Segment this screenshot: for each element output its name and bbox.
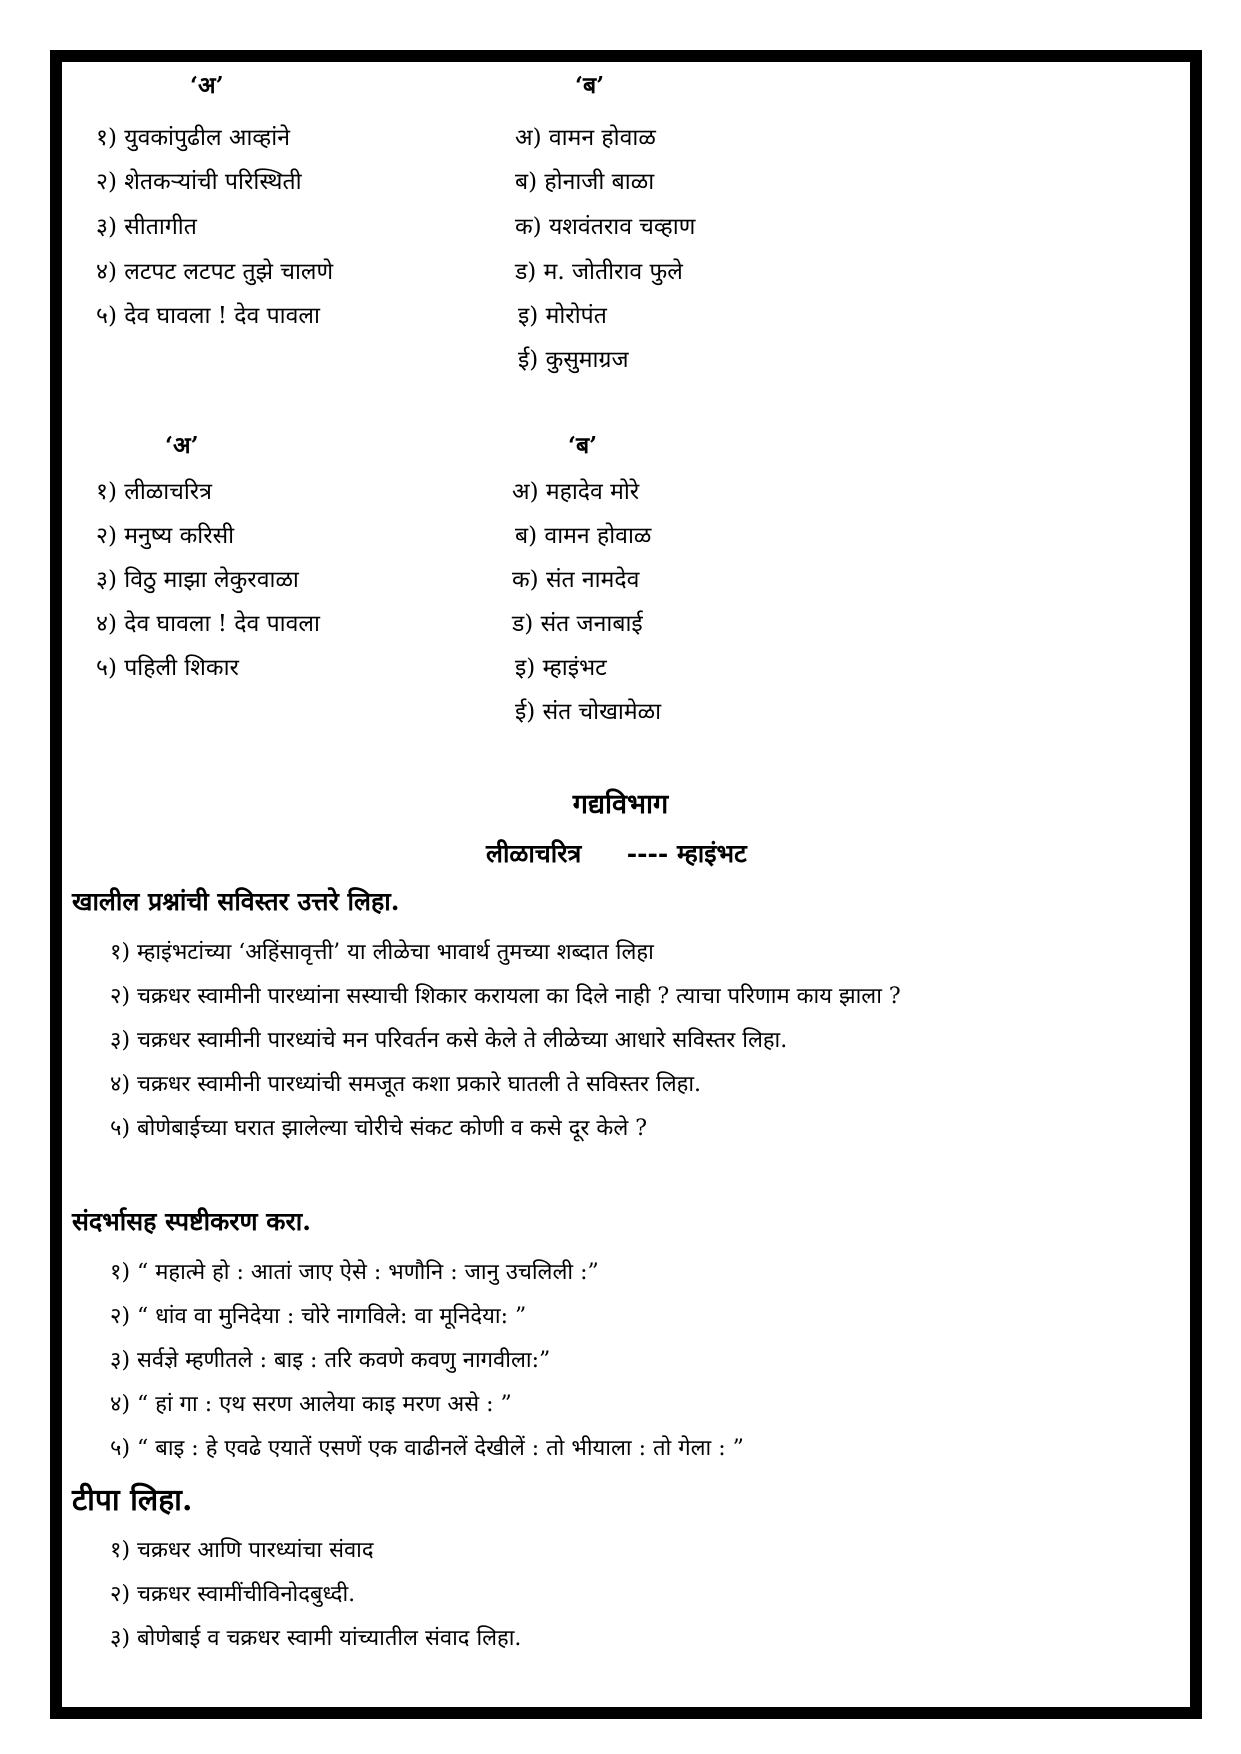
q3-item-2: २) चक्रधर स्वामींचीविनोदबुध्दी.: [110, 1582, 356, 1607]
q2-heading: संदर्भासह स्पष्टीकरण करा.: [72, 1207, 311, 1236]
match2-a-item-3: ३) विठु माझा लेकुरवाळा: [96, 567, 299, 593]
q1-item-3: ३) चक्रधर स्वामीनी पारध्यांचे मन परिवर्तन कसे केले ते लीळेच्या आधारे सविस्तर लिहा.: [110, 1028, 788, 1053]
match1-a-item-3: ३) सीतागीत: [96, 214, 197, 240]
q1-item-2: २) चक्रधर स्वामीनी पारध्यांना सस्याची शिकार करायला का दिले नाही ? त्याचा परिणाम काय झाला ?: [110, 984, 901, 1009]
q2-item-3: ३) सर्वज्ञे म्हणीतले : बाइ : तरि कवणे कवणु नागवीला:”: [110, 1348, 551, 1373]
match1-b-item-2: ब) होनाजी बाळा: [515, 169, 655, 195]
match1-col-b-header: ‘ब’: [575, 72, 605, 99]
section-title: गद्यविभाग: [572, 789, 669, 820]
match2-b-item-5: इ) म्हाइंभट: [515, 655, 607, 681]
match2-a-item-4: ४) देव घावला ! देव पावला: [96, 611, 320, 637]
match1-a-item-4: ४) लटपट लटपट तुझे चालणे: [96, 259, 334, 285]
q3-item-1: १) चक्रधर आणि पारध्यांचा संवाद: [110, 1538, 374, 1563]
match2-col-b-header: ‘ब’: [568, 432, 598, 459]
match2-b-item-4: ड) संत जनाबाई: [512, 611, 643, 637]
match1-b-item-5: इ) मोरोपंत: [518, 303, 607, 329]
match1-col-a-header: ‘अ’: [190, 72, 224, 99]
match2-b-item-6: ई) संत चोखामेळा: [515, 699, 662, 725]
lesson-separator: ----: [626, 839, 669, 868]
q2-item-1: १) “ महात्मे हो : आतां जाए ऐसे : भणौनि : जानु उचलिली :”: [110, 1260, 599, 1285]
match1-a-item-2: २) शेतकऱ्यांची परिस्थिती: [96, 169, 302, 195]
match1-a-item-1: १) युवकांपुढील आव्हांने: [96, 125, 290, 151]
lesson-author: म्हाइंभट: [676, 839, 747, 868]
lesson-name: लीळाचरित्र: [486, 839, 582, 868]
lesson-title: [486, 836, 747, 870]
match1-b-item-4: ड) म. जोतीराव फुले: [515, 259, 683, 285]
match2-b-item-1: अ) महादेव मोरे: [512, 479, 640, 505]
match1-b-item-1: अ) वामन होवाळ: [515, 125, 656, 151]
match2-a-item-1: १) लीळाचरित्र: [96, 479, 212, 505]
match2-b-item-2: ब) वामन होवाळ: [515, 523, 652, 549]
match2-a-item-2: २) मनुष्य करिसी: [96, 523, 235, 549]
match1-b-item-6: ई) कुसुमाग्रज: [518, 347, 629, 373]
match2-a-item-5: ५) पहिली शिकार: [96, 655, 239, 681]
match2-b-item-3: क) संत नामदेव: [512, 567, 640, 593]
q1-item-4: ४) चक्रधर स्वामीनी पारध्यांची समजूत कशा प्रकारे घातली ते सविस्तर लिहा.: [110, 1072, 702, 1097]
q2-item-2: २) “ धांव वा मुनिदेया : चोरे नागविले: वा मूनिदेया: ”: [110, 1304, 527, 1329]
q1-item-1: १) म्हाइंभटांच्या ‘अहिंसावृत्ती’ या लीळेचा भावार्थ तुमच्या शब्दात लिहा: [110, 940, 654, 965]
q3-item-3: ३) बोणेबाई व चक्रधर स्वामी यांच्यातील संवाद लिहा.: [110, 1626, 522, 1651]
match1-b-item-3: क) यशवंतराव चव्हाण: [515, 214, 696, 240]
q1-heading: खालील प्रश्नांची सविस्तर उत्तरे लिहा.: [72, 887, 400, 916]
q3-heading: टीपा लिहा.: [72, 1483, 193, 1518]
match1-a-item-5: ५) देव घावला ! देव पावला: [96, 303, 320, 329]
q2-item-5: ५) “ बाइ : हे एवढे एयातें एसणें एक वाढीनलें देखीलें : तो भीयाला : तो गेला : ”: [110, 1436, 744, 1461]
q2-item-4: ४) “ हां गा : एथ सरण आलेया काइ मरण असे : ”: [110, 1392, 512, 1417]
q1-item-5: ५) बोणेबाईच्या घरात झालेल्या चोरीचे संकट कोणी व कसे दूर केले ?: [110, 1116, 648, 1141]
match2-col-a-header: ‘अ’: [165, 432, 199, 459]
